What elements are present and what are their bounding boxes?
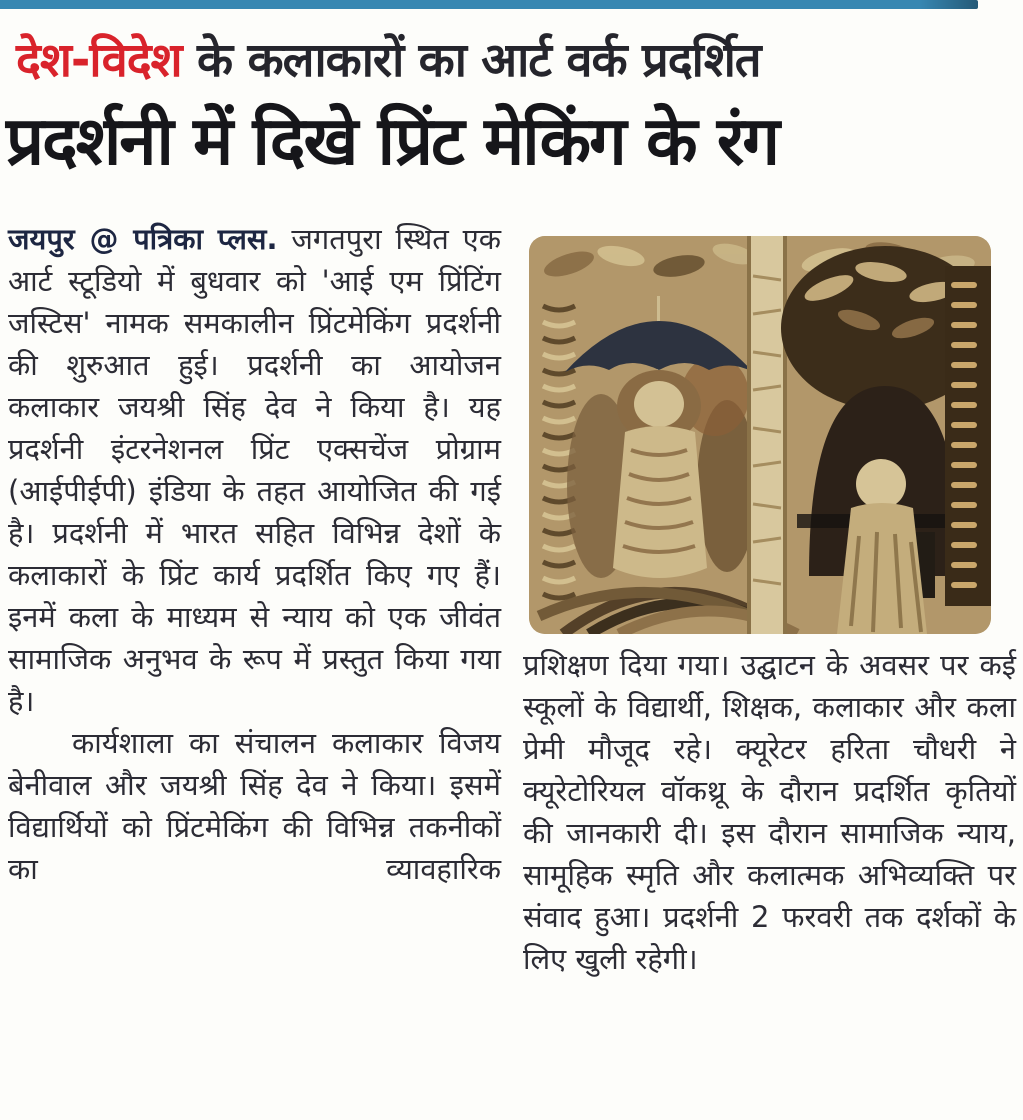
paragraph-2: कार्यशाला का संचालन कलाकार विजय बेनीवाल और जयश्री सिंह देव ने किया। इसमें विद्यार्थियों को प्रिंटमेकिंग की विभिन्न तकनीकों का व्यावहारिक bbox=[8, 726, 501, 886]
headline: प्रदर्शनी में दिखे प्रिंट मेकिंग के रंग bbox=[6, 102, 778, 180]
paragraph-3: प्रशिक्षण दिया गया। उद्घाटन के अवसर पर कई स्कूलों के विद्यार्थी, शिक्षक, कलाकार और कला प्रेमी मौजूद रहे। क्यूरेटर हरिता चौधरी ने क्यूरेटोरियल वॉकथ्रू के दौरान प्रदर्शित कृतियों की जानकारी दी। इस दौरान सामाजिक न्याय, सामूहिक स्मृति और कलात्मक अभिव्यक्ति पर संवाद हुआ। प्रदर्शनी 2 फरवरी तक दर्शकों के लिए खुली रहेगी। bbox=[523, 648, 1016, 976]
article-body bbox=[8, 218, 1016, 980]
artwork-photo bbox=[529, 236, 991, 634]
dateline: जयपुर @ पत्रिका प्लस. bbox=[8, 222, 278, 256]
article-column-left bbox=[8, 218, 501, 980]
carved-relief-image bbox=[529, 236, 991, 634]
kicker-line bbox=[16, 26, 1016, 90]
top-divider-bar bbox=[0, 0, 978, 9]
kicker-highlight: देश-विदेश bbox=[16, 33, 182, 88]
article-column-right bbox=[523, 218, 1016, 980]
paragraph-1 bbox=[8, 218, 501, 722]
paragraph-1-text: जगतपुरा स्थित एक आर्ट स्टूडियो में बुधवार को 'आई एम प्रिंटिंग जस्टिस' नामक समकालीन प्रिंटमेकिंग प्रदर्शनी की शुरुआत हुई। प्रदर्शनी का आयोजन कलाकार जयश्री सिंह देव ने किया है। यह प्रदर्शनी इंटरनेशनल प्रिंट एक्सचेंज प्रोग्राम (आईपीईपी) इंडिया के तहत आयोजित की गई है। प्रदर्शनी में भारत सहित विभिन्न देशों के कलाकारों के प्रिंट कार्य प्रदर्शित किए गए हैं। इनमें कला के माध्यम से न्याय को एक जीवंत सामाजिक अनुभव के रूप में प्रस्तुत किया गया है। bbox=[8, 222, 501, 718]
kicker-rest: के कलाकारों का आर्ट वर्क प्रदर्शित bbox=[181, 33, 761, 88]
